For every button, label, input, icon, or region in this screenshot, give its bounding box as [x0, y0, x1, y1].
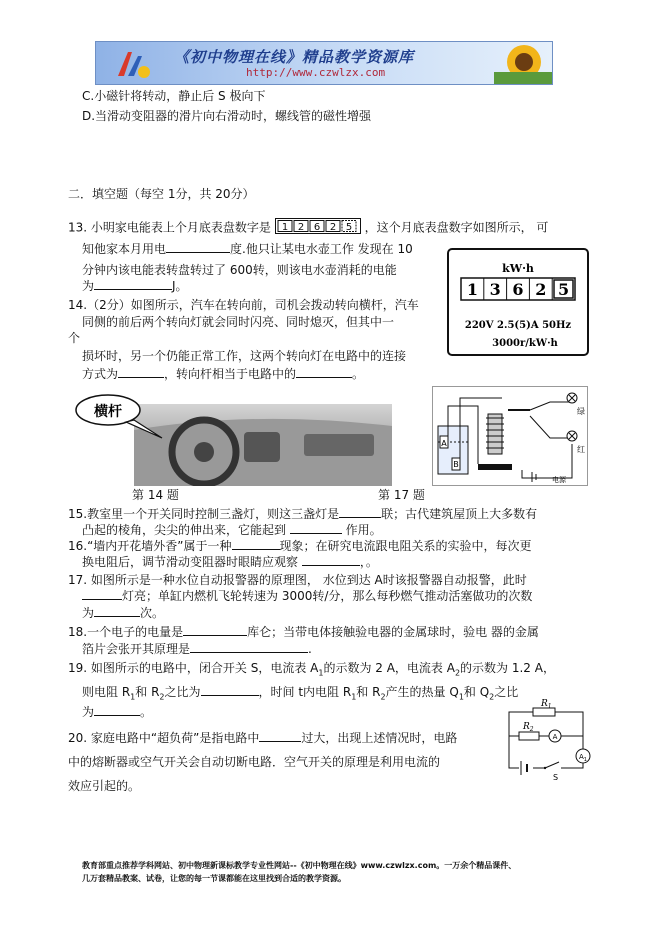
subscript: 2	[489, 692, 495, 702]
q14-line1: 14.（2分）如图所示，汽车在转向前，司机会拨动转向横杆，汽车	[68, 298, 419, 312]
text: 20. 家庭电路中“超负荷”是指电路中	[68, 731, 260, 745]
label-green: 绿	[577, 407, 585, 416]
figure-14-caption: 第 14 题	[132, 488, 179, 502]
q14-line2: 同侧的前后两个转向灯就会同时闪亮、同时熄灭，但其中一	[82, 315, 395, 329]
subscript: 2	[380, 692, 386, 702]
text: 的示数为 2 A，电流表 A	[323, 661, 455, 675]
text: 和 R	[135, 685, 160, 699]
blank[interactable]	[302, 554, 360, 566]
blank[interactable]	[201, 684, 259, 696]
label-red: 红	[577, 445, 585, 454]
text: ，转向杆相当于电路中的	[164, 367, 297, 381]
text: 联；古代建筑屋顶上大多数有	[381, 507, 538, 521]
q20-line2: 中的熔断器或空气开关会自动切断电路．空气开关的原理是利用电流的	[68, 755, 441, 769]
text: 发现在 10	[357, 242, 413, 256]
label-b: B	[453, 460, 459, 469]
q15-line2	[82, 522, 582, 538]
text: 换电阻后，调节滑动变阻器时眼睛应观察	[82, 555, 299, 569]
meter-digit: 2	[535, 280, 547, 299]
q16-line2	[82, 554, 582, 570]
q17-line1: 17. 如图所示是一种水位自动报警器的原理图， 水位到达 A时该报警器自动报警，此时	[68, 573, 527, 587]
text: 。	[140, 705, 153, 719]
meter-spec: 220V 2.5(5)A 50Hz	[464, 320, 572, 331]
q13-line1	[68, 218, 568, 238]
header-banner	[95, 41, 553, 85]
text: 现象；在研究电流跟电阻关系的实验中，每次更	[279, 539, 532, 553]
text: 知他家本月用电	[82, 242, 167, 256]
footer-line1: 教育部重点推荐学科网站、初中物理新课标教学专业性网站--《初中物理在线》www.czwlzx.com。一万余个精品课件、	[82, 861, 517, 870]
text: 为	[82, 705, 95, 719]
q20-line3: 效应引起的。	[68, 779, 141, 793]
text: 为	[82, 606, 95, 620]
q15-line1	[68, 506, 568, 522]
text: 产生的热量 Q	[385, 685, 459, 699]
text: 和 R	[356, 685, 381, 699]
text: 箔片会张开其原理是	[82, 642, 191, 656]
q19-line1	[68, 660, 568, 681]
text: 则电阻 R	[82, 685, 131, 699]
blank[interactable]	[190, 641, 308, 653]
inline-digit: 2	[297, 222, 304, 233]
blank[interactable]	[94, 605, 140, 617]
q13-suffix: ，这个月底表盘数字如图所示， 可	[364, 220, 549, 235]
blank[interactable]	[339, 506, 381, 518]
text: 16.“墙内开花墙外香”属于一种	[68, 539, 232, 553]
blank[interactable]	[259, 730, 301, 742]
q18-line1	[68, 624, 568, 640]
label-source: 电源	[552, 476, 566, 484]
q14-line3: 个	[68, 331, 81, 345]
option-c: C.小磁针将转动，静止后 S 极向下	[82, 89, 266, 103]
figure-17-water-alarm	[432, 386, 588, 486]
meter-rate: 3000r/kW·h	[492, 338, 558, 349]
q14-line5	[82, 366, 582, 382]
text: 为	[82, 279, 95, 293]
footer	[82, 859, 602, 885]
text: ，时间 t内电阻 R	[258, 685, 352, 699]
subscript: 1	[351, 692, 357, 702]
blank[interactable]	[296, 366, 352, 378]
footer-line2: 几万套精品教案、试卷，让您的每一节课都能在这里找到合适的教学资源。	[82, 874, 346, 883]
text: 方式为	[82, 367, 119, 381]
text: J。	[172, 279, 188, 293]
blank[interactable]	[166, 241, 230, 253]
figure-14-car-interior	[74, 390, 392, 486]
text: 作用。	[345, 523, 382, 537]
q17-line2	[82, 588, 582, 604]
banner-title: 《初中物理在线》精品教学资源库	[174, 48, 415, 66]
inline-digit: 2	[329, 222, 336, 233]
blank[interactable]	[290, 522, 342, 534]
text: ，。	[359, 555, 378, 569]
section-title: 二．填空题（每空 1分，共 20分）	[68, 187, 255, 201]
text: 之比为	[164, 685, 201, 699]
subscript: 2	[454, 668, 461, 678]
r1-label: $R_1$	[541, 699, 552, 710]
inline-digit: 5	[345, 222, 352, 233]
meter-digit: 6	[512, 280, 524, 299]
text: 19. 如图所示的电路中，闭合开关 S，电流表 A	[68, 661, 319, 675]
switch-label: S	[553, 773, 559, 780]
r2-label: $R_2$	[523, 722, 534, 733]
q18-line2	[82, 641, 582, 657]
text: .	[308, 642, 312, 656]
text: 的示数为 1.2 A，	[460, 661, 555, 675]
blank[interactable]	[232, 538, 280, 550]
subscript: 2	[159, 692, 165, 702]
sunflower-icon	[494, 42, 552, 84]
label-a: A	[441, 439, 447, 448]
text: 凸起的棱角，尖尖的伸出来，它能起到	[82, 523, 287, 537]
text: 15.教室里一个开关同时控制三盏灯，则这三盏灯是	[68, 507, 340, 521]
inline-digit: 1	[281, 222, 288, 233]
text: 之比	[494, 685, 519, 699]
text: 度.他只让某电水壶工作	[230, 242, 354, 256]
subscript: 1	[318, 668, 324, 678]
q20-line1	[68, 730, 568, 746]
text: 灯亮；单缸内燃机飞轮转速为 3000转/分，那么每秒燃气推动活塞做功的次数	[122, 589, 533, 603]
inline-digit: 6	[313, 222, 320, 233]
logo-icon	[114, 46, 154, 80]
text: 次。	[140, 606, 165, 620]
text: 18.一个电子的电量是	[68, 625, 184, 639]
blank[interactable]	[94, 704, 140, 716]
banner-url[interactable]: http://www.czwlzx.com	[246, 66, 386, 79]
figure-17-caption: 第 17 题	[378, 488, 425, 502]
ammeter-a1: $A_1$	[579, 753, 587, 763]
ammeter-a: A	[552, 733, 558, 741]
q13-line3: 分钟内该电能表转盘转过了 600转，则该电水壶消耗的电能	[82, 263, 397, 277]
text: 。	[352, 367, 365, 381]
text: 过大，出现上述情况时，电路	[301, 731, 458, 745]
q16-line1	[68, 538, 568, 554]
meter-digit: 5	[558, 280, 570, 299]
circuit-diagram	[505, 698, 597, 780]
blank[interactable]	[183, 624, 247, 636]
q14-line4: 损坏时，另一个仍能正常工作，这两个转向灯在电路中的连接	[82, 349, 407, 363]
blank[interactable]	[118, 366, 164, 378]
blank[interactable]	[94, 278, 172, 290]
meter-digit: 1	[466, 280, 478, 299]
q17-line3	[82, 605, 582, 621]
meter-inline-digits	[275, 218, 361, 238]
subscript: 1	[458, 692, 464, 702]
text: 和 Q	[463, 685, 490, 699]
subscript: 1	[130, 692, 136, 702]
q13-prefix: 13. 小明家电能表上个月底表盘数字是	[68, 220, 271, 235]
text: 库仑；当带电体接触验电器的金属球时，验电 器的金属	[247, 625, 539, 639]
option-d: D.当滑动变阻器的滑片向右滑动时，螺线管的磁性增强	[82, 109, 372, 123]
meter-digit: 3	[489, 280, 501, 299]
blank[interactable]	[82, 588, 122, 600]
meter-unit: kW·h	[502, 262, 534, 275]
callout-label: 横杆	[94, 404, 122, 420]
